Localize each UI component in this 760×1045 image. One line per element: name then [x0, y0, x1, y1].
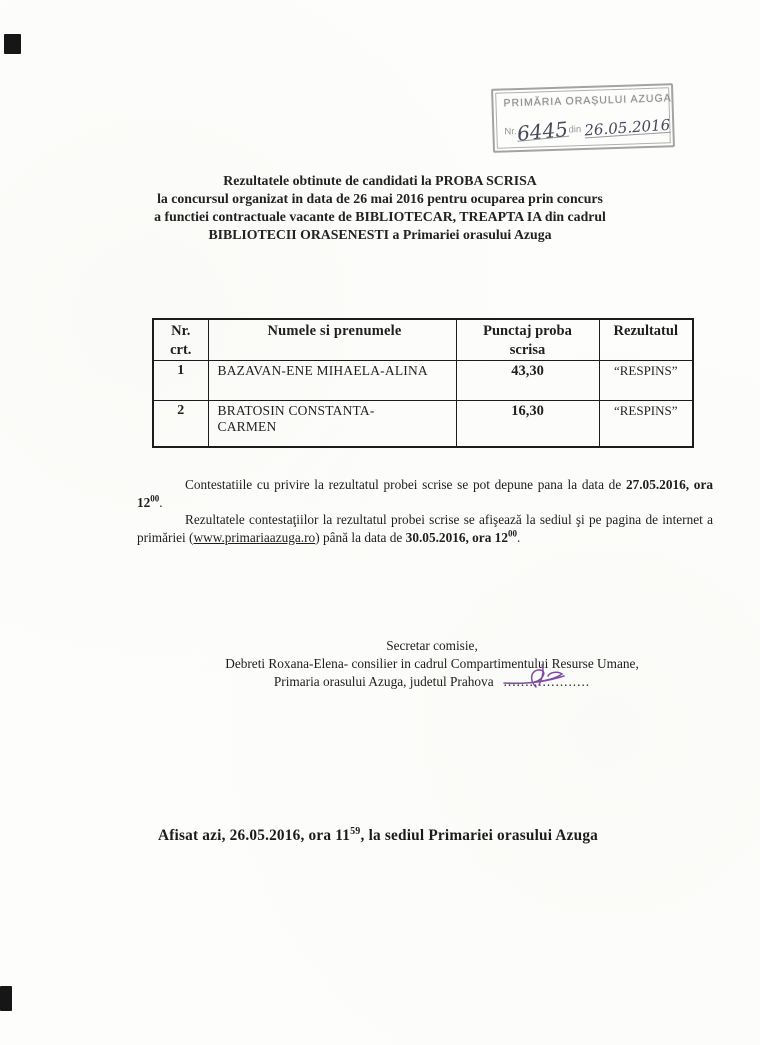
website-url: www.primariaazuga.ro: [193, 529, 316, 545]
document-title: [90, 172, 670, 244]
secretary-location-line: [137, 673, 727, 691]
p1-period: .: [159, 494, 163, 510]
dots-left: .......: [503, 674, 534, 689]
posted-notice: [158, 827, 598, 845]
row2-name-line2: CARMEN: [217, 419, 277, 434]
results-table: [152, 318, 694, 448]
header-score-line1: Punctaj proba: [483, 323, 572, 339]
stamp-title: PRIMĂRIA ORAȘULUI AZUGA: [503, 92, 672, 110]
secretary-block: [137, 637, 727, 691]
row1-name-line1: BAZAVAN-ENE MIHAELA-ALINA: [217, 363, 428, 378]
p1-deadline: 27.05.2016, ora 12: [137, 477, 713, 510]
row1-nr: 1: [153, 361, 208, 401]
p1-superscript: 00: [150, 493, 160, 504]
signature-dotted-line: [504, 673, 591, 691]
header-nr: [153, 319, 208, 361]
posted-notice-superscript: 59: [350, 825, 361, 837]
secretary-location-text: Primaria orasului Azuga, judetul Prahova: [273, 674, 494, 689]
stamp-nr-label: Nr.: [504, 126, 517, 138]
title-line-3: a functiei contractuale vacante de BIBLIOTECAR, TREAPTA IA din cadrul: [154, 209, 606, 224]
posted-notice-text: Afisat azi, 26.05.2016, ora 11: [158, 827, 351, 844]
registration-stamp-inner: [495, 87, 671, 148]
row1-score: 43,30: [456, 361, 599, 401]
header-score: [456, 319, 599, 361]
scan-artifact-top-left: [4, 34, 21, 54]
stamp-handwritten-number: 6445: [516, 116, 570, 146]
row2-result: “RESPINS”: [599, 401, 693, 447]
table-header-row: [153, 319, 693, 361]
body-paragraphs: [137, 476, 713, 546]
row2-name-line1: BRATOSIN CONSTANTA-: [217, 403, 375, 418]
p2-mid-text: ) până la data de: [315, 529, 406, 545]
row1-result: “RESPINS”: [599, 361, 693, 401]
secretary-title: Secretar comisie,: [386, 638, 478, 653]
paragraph-contestations: [137, 476, 713, 511]
header-name: Numele si prenumele: [208, 319, 456, 361]
p2-text: Rezultatele contestaţiilor la rezultatul probei scrise se afişează la sediul şi pe pagina de internet a primăriei (: [137, 512, 713, 545]
row2-name: [208, 401, 456, 447]
row2-score: 16,30: [456, 401, 599, 447]
p1-text: Contestatiile cu privire la rezultatul probei scrise se pot depune pana la data de: [185, 477, 626, 492]
row2-nr: 2: [153, 401, 208, 447]
scan-artifact-bottom-left: [0, 986, 12, 1011]
header-nr-line1: Nr.: [171, 323, 191, 339]
header-nr-line2: crt.: [170, 342, 192, 358]
p2-period: .: [516, 529, 521, 545]
table-row: [153, 361, 693, 401]
p2-deadline: 30.05.2016, ora 12: [405, 529, 508, 545]
p2-superscript: 00: [507, 528, 517, 539]
row1-name: [208, 361, 456, 401]
paragraph-results-posting: [137, 511, 713, 546]
header-result: Rezultatul: [599, 319, 693, 361]
title-line-4: BIBLIOTECII ORASENESTI a Primariei orasului Azuga: [208, 227, 552, 242]
title-line-1: Rezultatele obtinute de candidati la PROBA SCRISA: [223, 173, 537, 188]
stamp-handwritten-date: 26.05.2016: [583, 115, 671, 140]
header-score-line2: scrisa: [509, 342, 546, 358]
registration-stamp: [491, 83, 675, 153]
title-line-2: la concursul organizat in data de 26 mai 2016 pentru ocuparea prin concurs: [157, 191, 603, 206]
stamp-din-label: din: [568, 124, 582, 136]
table-row: [153, 401, 693, 447]
dots-right: .............: [533, 674, 591, 689]
posted-notice-end: , la sediul Primariei orasului Azuga: [360, 827, 599, 844]
secretary-name-line: Debreti Roxana-Elena- consilier in cadrul Compartimentului Resurse Umane,: [225, 656, 639, 671]
